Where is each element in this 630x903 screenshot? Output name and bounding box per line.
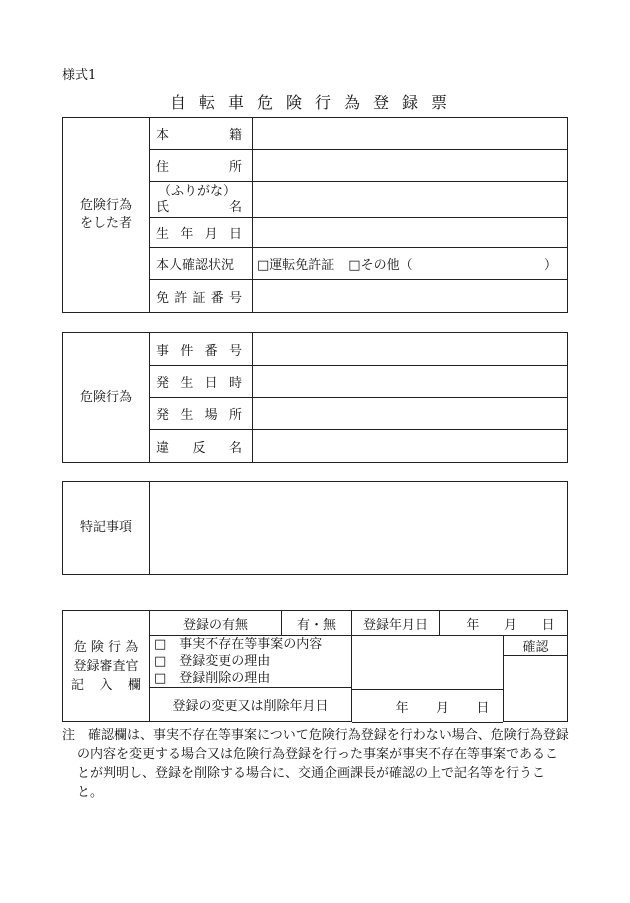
honseki-label: 本 籍 — [150, 118, 253, 150]
reason-checklist — [150, 636, 352, 688]
case-no-field[interactable] — [253, 333, 568, 366]
person-table — [62, 117, 568, 313]
confirm-field[interactable] — [504, 656, 568, 722]
checkbox-delete[interactable]: □ 登録削除の理由 — [154, 671, 271, 686]
remarks-field[interactable] — [150, 482, 568, 575]
license-checkbox[interactable]: □運転免許証 — [257, 258, 335, 273]
violation-label: 違 反 名 — [150, 430, 253, 463]
reg-presence-value[interactable]: 有・無 — [282, 611, 352, 636]
change-date-field[interactable]: 年 月 日 — [352, 689, 503, 723]
other-checkbox[interactable]: □その他（ — [348, 258, 413, 273]
checkbox-nonexistent[interactable]: □ 事実不存在等事案の内容 — [154, 637, 323, 652]
change-date-label: 登録の変更又は削除年月日 — [150, 688, 352, 722]
footnote: 注 確認欄は、事実不存在等事案について危険行為登録を行わない場合、危険行為登録の内容を変更する場合又は危険行為登録を行った事案が事実不存在等事案であることが判明し、登録を削除する場合に、交通企画課長が確認の上で記名等を行うこと。 — [62, 728, 569, 800]
other-close: ） — [543, 258, 557, 273]
birthdate-label: 生 年 月 日 — [150, 218, 253, 248]
form-title: 自転車危険行為登録票 — [169, 93, 460, 112]
place-field[interactable] — [253, 398, 568, 430]
datetime-field[interactable] — [253, 366, 568, 398]
person-side-label: 危険行為 をした者 — [63, 118, 150, 313]
place-label: 発 生 場 所 — [150, 398, 253, 430]
id-status-field[interactable] — [253, 248, 568, 280]
reg-date-field[interactable]: 年 月 日 — [440, 611, 568, 636]
name-field[interactable] — [253, 182, 568, 218]
license-no-field[interactable] — [253, 280, 568, 313]
name-label: （ふりがな） 氏 名 — [150, 182, 253, 218]
review-side-label: 危 険 行 為 登録審査官 記 入 欄 — [63, 611, 150, 722]
honseki-field[interactable] — [253, 118, 568, 150]
license-no-label: 免 許 証 番 号 — [150, 280, 253, 313]
case-no-label: 事 件 番 号 — [150, 333, 253, 366]
confirm-label: 確認 — [504, 636, 568, 656]
address-field[interactable] — [253, 150, 568, 182]
reg-presence-label: 登録の有無 — [150, 611, 282, 636]
remarks-table — [62, 481, 568, 575]
form-number: 様式1 — [62, 68, 97, 83]
id-status-label: 本人確認状況 — [150, 248, 253, 280]
violation-field[interactable] — [253, 430, 568, 463]
act-side-label: 危険行為 — [63, 333, 150, 463]
checkbox-change[interactable]: □ 登録変更の理由 — [154, 654, 271, 669]
birthdate-field[interactable] — [253, 218, 568, 248]
reg-date-label: 登録年月日 — [352, 611, 440, 636]
address-label: 住 所 — [150, 150, 253, 182]
act-table — [62, 332, 568, 463]
datetime-label: 発 生 日 時 — [150, 366, 253, 398]
remarks-label: 特記事項 — [63, 482, 150, 575]
